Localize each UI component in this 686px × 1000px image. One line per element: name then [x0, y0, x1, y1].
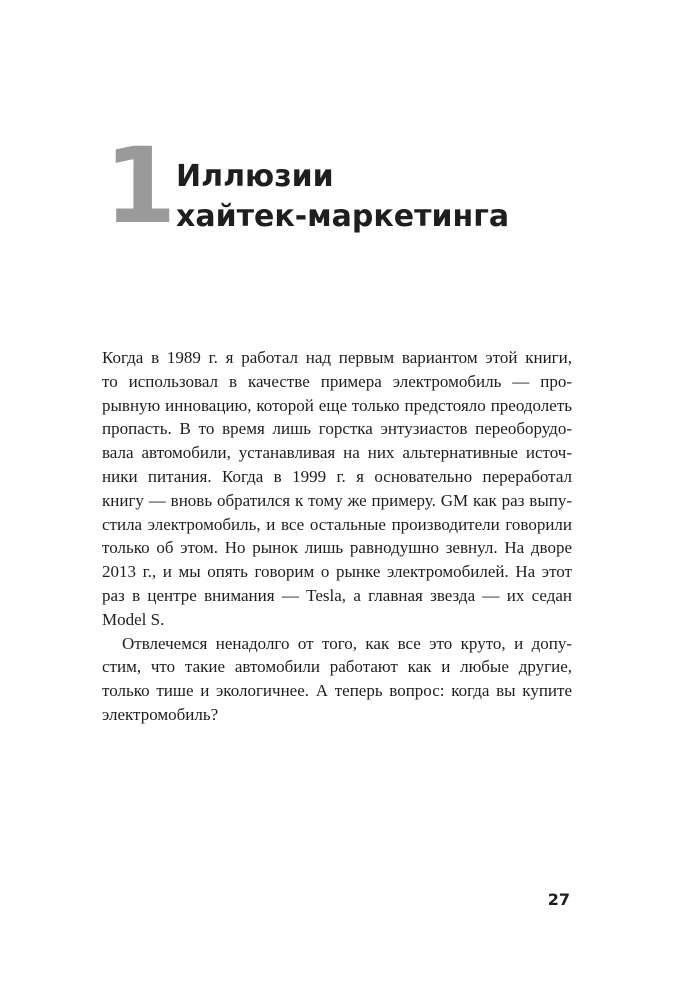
- text-line: Отвлечемся ненадолго от того, как все это круто, и допу-: [122, 633, 572, 653]
- chapter-title-line: хайтек-маркетинга: [176, 199, 510, 234]
- text-line: стим, что такие автомобили работают как и любые другие,: [102, 657, 572, 677]
- text-line: раз в центре внимания — Tesla, а главная звезда — их седан: [102, 585, 572, 605]
- paragraph: [102, 632, 572, 727]
- text-line: стила электромобиль, и все остальные производители говорили: [102, 514, 572, 534]
- text-line: Model S.: [102, 609, 165, 629]
- text-line: ники питания. Когда в 1999 г. я основательно переработал: [102, 466, 572, 486]
- text-line: рывную инновацию, которой еще только предстояло преодолеть: [102, 395, 572, 415]
- chapter-title: [176, 157, 509, 237]
- chapter-title-line: Иллюзии: [176, 159, 334, 194]
- page-number: 27: [547, 890, 570, 909]
- text-line: 2013 г., и мы опять говорим о рынке электромобилей. На этот: [102, 562, 572, 582]
- text-line: книгу — вновь обратился к тому же примеру. GM как раз выпу-: [102, 490, 572, 510]
- text-line: только об этом. Но рынок лишь равнодушно зевнул. На дворе: [102, 538, 572, 558]
- text-line: вала автомобили, устанавливая на них альтернативные источ-: [102, 443, 572, 463]
- body-text: [102, 346, 572, 727]
- text-line: то использовал в качестве примера электромобиль — про-: [102, 371, 572, 391]
- text-line: Когда в 1989 г. я работал над первым вариантом этой книги,: [102, 348, 572, 367]
- paragraph: [102, 346, 572, 632]
- text-line: электромобиль?: [102, 704, 219, 724]
- text-line: пропасть. В то время лишь горстка энтузиастов переоборудо-: [102, 419, 572, 439]
- chapter-number: 1: [104, 125, 175, 247]
- text-line: только тише и экологичнее. А теперь вопрос: когда вы купите: [102, 681, 572, 701]
